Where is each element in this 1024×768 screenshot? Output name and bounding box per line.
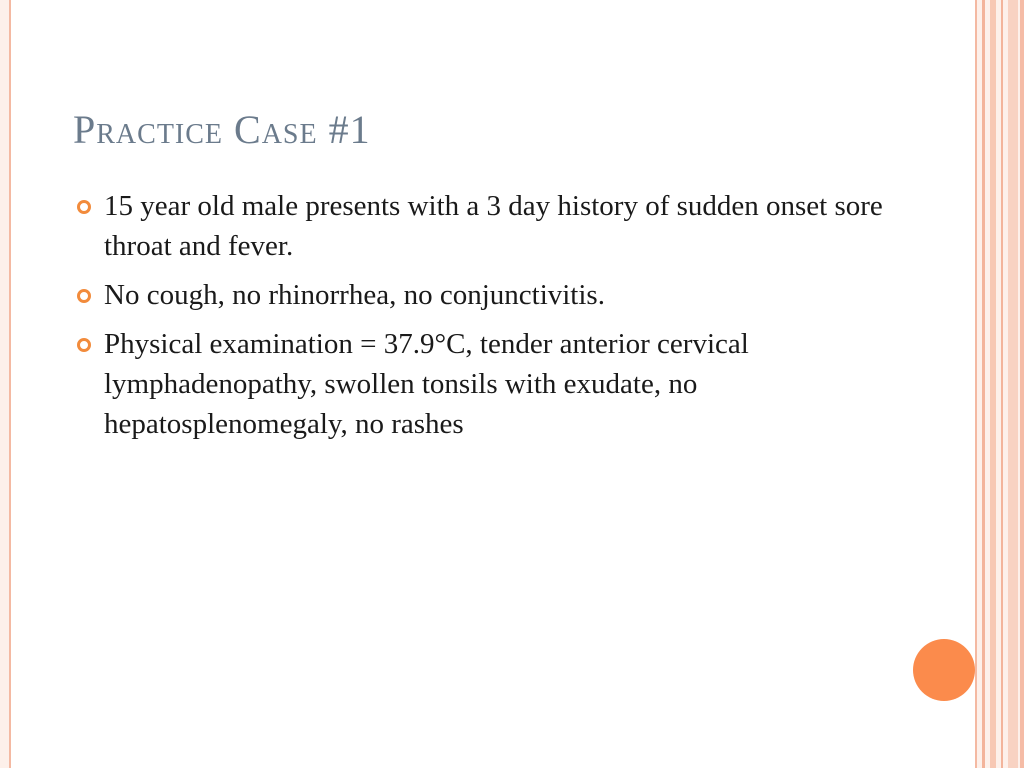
- slide-title: Practice Case #1: [73, 107, 371, 152]
- bullet-list: [77, 186, 917, 453]
- bullet-item: [77, 186, 917, 266]
- ring-bullet-icon: [77, 200, 91, 214]
- decorative-stripe: [1020, 0, 1024, 768]
- decorative-stripe: [982, 0, 985, 768]
- ring-bullet-icon: [77, 289, 91, 303]
- bullet-text: 15 year old male presents with a 3 day history of sudden onset sore throat and fever.: [104, 190, 883, 262]
- slide-canvas: [9, 0, 977, 768]
- decorative-stripe: [990, 0, 996, 768]
- decorative-stripe: [1008, 0, 1018, 768]
- ring-bullet-icon: [77, 338, 91, 352]
- decorative-circle-icon: [913, 639, 975, 701]
- bullet-text: No cough, no rhinorrhea, no conjunctivitis.: [104, 279, 605, 311]
- decorative-stripe: [1001, 0, 1003, 768]
- bullet-item: [77, 324, 917, 444]
- bullet-text: Physical examination = 37.9°C, tender anterior cervical lymphadenopathy, swollen tonsils with exudate, no hepatosplenomegaly, no rashes: [104, 328, 749, 440]
- bullet-item: [77, 275, 917, 315]
